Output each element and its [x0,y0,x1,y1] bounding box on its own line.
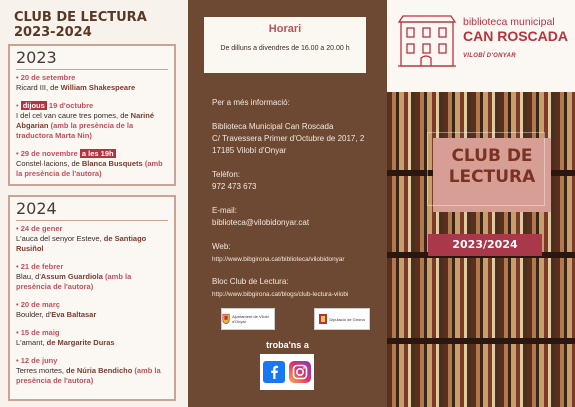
year-heading: 2024 [16,199,57,218]
event-badge: a les 19h [81,149,114,158]
info-header: Per a més informació: [212,98,290,107]
event-title: Ricard III, de [16,83,61,92]
event-author: de Santiago Rusiñol [16,234,147,253]
event-badge: dijous [22,101,45,110]
event-author: de Núria Bendicho [66,366,133,375]
event-date: • 20 de setembre [16,73,75,82]
sponsor-logos [221,308,371,330]
event-title: I del cel van caure tres pomes, de [16,111,131,120]
event-item [10,262,174,292]
shelf [387,338,575,344]
page-title-line1: CLUB DE LECTURA [14,10,147,25]
right-panel [387,0,575,407]
event-note: (amb la presència de l'autora) [16,366,161,385]
address-line-3: 17185 Vilobí d'Onyar [212,146,287,155]
social-links [260,354,314,390]
horari-card [204,17,366,73]
club-title [433,146,551,188]
year-2024-box [8,195,176,401]
diputacio-logo [314,308,370,330]
page-title-line2: 2023-2024 [14,25,92,40]
event-date: • 20 de març [16,300,60,309]
shield-icon [319,314,327,324]
event-date: 19 d'octubre [48,101,94,110]
blog-label: Bloc Club de Lectura: [212,277,289,286]
event-date: • 12 de juny [16,356,57,365]
event-note: (amb la presència de l'autora) [16,159,163,178]
horari-text: De dilluns a divendres de 16.00 a 20.00 h [220,45,350,52]
event-title: Terres mortes, [16,366,67,375]
facebook-icon[interactable] [263,361,285,383]
event-author: Eva Baltasar [51,310,97,319]
event-author: William Shakespeare [60,83,136,92]
event-author: Nariné Abgarian [16,111,154,130]
event-item [10,224,174,254]
instagram-icon[interactable] [289,361,311,383]
event-item [10,328,174,348]
event-author: Assum Guardiola [40,272,103,281]
horari-title: Horari [268,23,302,35]
event-item [10,300,174,320]
event-item [10,73,174,93]
email-label: E-mail: [212,206,237,215]
event-date: • 21 de febrer [16,262,63,271]
ajuntament-logo [221,308,275,330]
phone-number[interactable]: 972 473 673 [212,182,257,191]
event-title: Boulder, d' [16,310,52,319]
coat-of-arms-icon [222,312,230,326]
event-note: (amb la presència de la traductora Marta Nin) [16,121,134,140]
event-item: • dijous 19 d'octubre I del cel van caure tres pomes, de Nariné Abgarian (amb la presència de la traductora Marta Nin) [16,101,154,140]
left-panel [0,0,188,407]
blog-link[interactable]: http://www.bibgirona.cat/blogs/club-lectura-vilobi [212,291,349,298]
event-title: L'auca del senyor Esteve, [16,234,104,243]
event-note: (amb la presència de l'autora) [16,272,132,291]
club-title-line1: CLUB DE [451,146,533,166]
email-link[interactable]: biblioteca@vilobidonyar.cat [212,218,310,227]
address-line-1: Biblioteca Municipal Can Roscada [212,122,334,131]
library-building-icon [395,12,459,70]
event-item [10,149,174,179]
event-title: Blau, d' [16,272,41,281]
web-link[interactable]: http://www.bibgirona.cat/biblioteca/vilobidonyar [212,256,345,263]
phone-label: Telèfon: [212,170,241,179]
library-header [387,0,575,92]
season-badge: 2023/2024 [428,234,542,256]
event-title: Constel·lacions, de [16,159,82,168]
middle-panel [188,0,387,407]
library-name-line1: biblioteca municipal [463,16,555,28]
event-author: Blanca Busquets [81,159,143,168]
address-line-2: C/ Travessera Primer d'Octubre de 2017, 2 [212,134,365,143]
library-name-line2: CAN ROSCADA [463,28,568,44]
year-heading: 2023 [16,48,57,67]
event-date: • 15 de maig [16,328,60,337]
page-title [14,10,147,40]
year-2023-box [8,44,176,186]
library-town: VILOBÍ D'ONYAR [463,53,516,59]
club-title-line2: LECTURA [448,167,536,187]
event-title: L'amant, [16,338,47,347]
find-us-label: troba'ns a [266,340,309,350]
ajuntament-logo-text: Ajuntament de Vilobí d'Onyar [232,314,269,324]
divider [16,69,168,70]
event-author: de Margarite Duras [46,338,115,347]
club-title-box [433,138,551,212]
event-date: • 24 de gener [16,224,62,233]
event-item [10,356,174,386]
divider [16,220,168,221]
event-date: • 29 de novembre [16,149,78,158]
diputacio-logo-text: Diputació de Girona [329,316,365,322]
web-label: Web: [212,242,231,251]
